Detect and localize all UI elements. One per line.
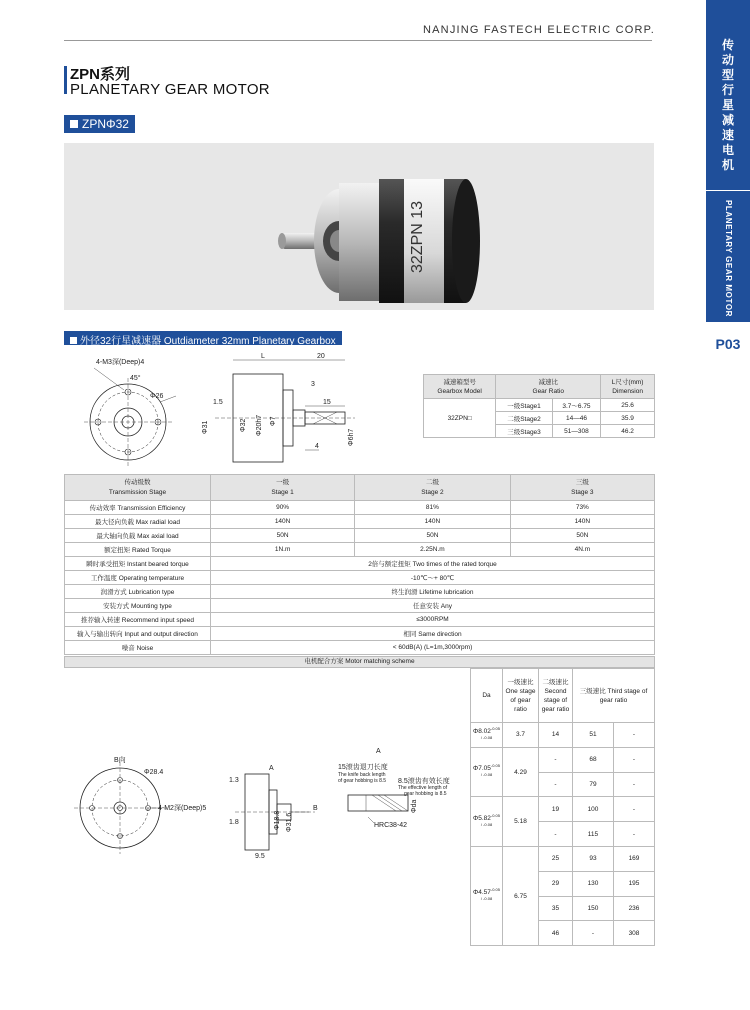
- section-title-bar: [64, 331, 342, 345]
- drawing1-label-d26: Φ26: [150, 393, 164, 400]
- drawing1-label-L: L: [261, 353, 265, 360]
- spec-value-cell: 50N: [510, 529, 654, 543]
- gearbox-model-cell: 32ZPN□: [424, 399, 496, 438]
- stage2-ratio-cell: -: [539, 772, 573, 797]
- stage3-ratio-cell: 93: [573, 846, 614, 871]
- stage2-ratio-cell: 29: [539, 871, 573, 896]
- gear-detail-view: [338, 745, 468, 835]
- drawing1-label-4: 4: [315, 443, 319, 450]
- stage3-ratio-cell: 195: [613, 871, 654, 896]
- table-row: [471, 723, 655, 748]
- dimension-cell: 35.9: [601, 412, 655, 425]
- drawing2-label-d28-4: Φ28.4: [144, 769, 164, 776]
- da-cell: $\Phi 5.82^{-0.05 / -0.08}$: [471, 797, 503, 847]
- drawing1-label-1-5: 1.5: [213, 399, 223, 406]
- da-cell: $\Phi 8.02^{-0.05 / -0.08}$: [471, 723, 503, 748]
- drawing1-label-d7: Φ7: [270, 416, 277, 426]
- stage2-ratio-cell: 35: [539, 896, 573, 921]
- motor-side-view: [225, 760, 325, 860]
- spec-value-cell: 50N: [211, 529, 355, 543]
- spec-value-cell: 相同 Same direction: [211, 627, 655, 641]
- spec-value-cell: 2倍与额定扭矩 Two times of the rated torque: [211, 557, 655, 571]
- drawing2-label-B-view: B向: [114, 757, 126, 764]
- ratio-cell: 51—308: [552, 425, 601, 438]
- spec-label-cell: 瞬时承受扭矩 Instant beared torque: [65, 557, 211, 571]
- table-row: [65, 529, 655, 543]
- drawing1-label-d6h7: Φ6h7: [348, 428, 355, 446]
- gearbox-side-view: [195, 350, 375, 472]
- stage3-ratio-cell: 68: [573, 747, 614, 772]
- table-row: [65, 627, 655, 641]
- spec-header-s3: 三级 Stage 3: [510, 475, 654, 501]
- table-row: [65, 501, 655, 515]
- stage-cell: 一级Stage1: [496, 399, 552, 412]
- table-row: [471, 747, 655, 772]
- stage2-ratio-cell: -: [539, 822, 573, 847]
- stage3-ratio-cell: 130: [573, 871, 614, 896]
- drawing1-label-d31: Φ31: [202, 420, 209, 434]
- stage-cell: 三级Stage3: [496, 425, 552, 438]
- ratio-header-stage1: 一级速比 One stage of gear ratio: [503, 669, 539, 723]
- drawing1-label-15: 15: [323, 399, 331, 406]
- page-number: P03: [715, 336, 741, 352]
- drawing2-label-A-mark: A: [269, 765, 274, 772]
- sidebar-tab: [706, 0, 750, 322]
- drawing1-label-angle: 45°: [130, 375, 141, 382]
- stage1-ratio-cell: 3.7: [503, 723, 539, 748]
- table-row: [65, 571, 655, 585]
- drawing2-label-A-detail: A: [376, 748, 381, 755]
- ratio-header-stage2: 二级速比 Second stage of gear ratio: [539, 669, 573, 723]
- spec-label-cell: 输入与输出转向 Input and output direction: [65, 627, 211, 641]
- drawing2-label-effective-en2: gear hobbing is 8.5: [404, 791, 447, 797]
- spec-header-s1: 一级 Stage 1: [211, 475, 355, 501]
- spec-value-cell: 73%: [510, 501, 654, 515]
- drawing2-label-holes: 4-M2深(Deep)5: [158, 805, 207, 812]
- series-title-en: PLANETARY GEAR MOTOR: [70, 81, 270, 98]
- stage3-ratio-cell: -: [613, 772, 654, 797]
- ratio-cell: 14—46: [552, 412, 601, 425]
- stage3-ratio-cell: -: [613, 797, 654, 822]
- stage3-ratio-cell: 79: [573, 772, 614, 797]
- table-row: [424, 399, 655, 412]
- table-row: [65, 613, 655, 627]
- dimension-cell: 25.6: [601, 399, 655, 412]
- drawing1-label-d32: Φ32: [240, 418, 247, 432]
- motor-front-view: [70, 752, 220, 862]
- stage3-ratio-cell: -: [573, 921, 614, 946]
- drawing2-label-effective-cn: 8.5滚齿有效长度: [398, 778, 450, 785]
- stage3-ratio-cell: 51: [573, 723, 614, 748]
- spec-label-cell: 润滑方式 Lubrication type: [65, 585, 211, 599]
- ratio-col-header: 减速比 Gear Ratio: [496, 375, 601, 399]
- stage3-ratio-cell: 169: [613, 846, 654, 871]
- drawing2-label-hardness: HRC38-42: [374, 822, 408, 829]
- spec-label-cell: 噪音 Noise: [65, 641, 211, 655]
- stage1-ratio-cell: 4.29: [503, 747, 539, 797]
- table-row: [65, 515, 655, 529]
- stage2-ratio-cell: -: [539, 747, 573, 772]
- drawing1-label-d20h7: Φ20h7: [256, 414, 263, 436]
- spec-label-cell: 安装方式 Mounting type: [65, 599, 211, 613]
- drawing2-label-1-3: 1.3: [229, 777, 239, 784]
- drawing1-label-20: 20: [317, 353, 325, 360]
- stage3-ratio-cell: 236: [613, 896, 654, 921]
- spec-label-cell: 推荐输入转速 Recommend input speed: [65, 613, 211, 627]
- drawing2-label-da: Φda: [411, 799, 418, 813]
- product-photo: [64, 143, 654, 310]
- stage2-ratio-cell: 25: [539, 846, 573, 871]
- drawing1-label-3: 3: [311, 381, 315, 388]
- table-row: [65, 599, 655, 613]
- sidebar-title-en: PLANETARY GEAR MOTOR: [724, 200, 733, 318]
- table-row: [471, 797, 655, 822]
- table-row: [65, 557, 655, 571]
- drawing2-label-d18-8: Φ18.8: [274, 810, 281, 830]
- title-accent: [64, 66, 67, 94]
- table-row: [65, 543, 655, 557]
- da-cell: $\Phi 7.05^{-0.05 / -0.08}$: [471, 747, 503, 797]
- stage3-ratio-cell: -: [613, 747, 654, 772]
- gearbox-model-table: [423, 374, 655, 438]
- model-label: ZPNΦ32: [82, 117, 129, 131]
- spec-value-cell: 140N: [510, 515, 654, 529]
- stage3-ratio-cell: 115: [573, 822, 614, 847]
- spec-label-cell: 额定扭矩 Rated Torque: [65, 543, 211, 557]
- company-name: NANJING FASTECH ELECTRIC CORP.: [423, 24, 655, 36]
- photo-label: 32ZPN 13: [409, 200, 426, 273]
- spec-value-cell: 50N: [355, 529, 511, 543]
- stage3-ratio-cell: 100: [573, 797, 614, 822]
- spec-value-cell: < 60dB(A) (L=1m,3000rpm): [211, 641, 655, 655]
- drawing2-label-B-mark: B: [313, 805, 318, 812]
- table-row: [65, 641, 655, 655]
- stage-cell: 二级Stage2: [496, 412, 552, 425]
- gear-ratio-table: [470, 668, 655, 946]
- spec-value-cell: ≤3000RPM: [211, 613, 655, 627]
- spec-value-cell: 1N.m: [211, 543, 355, 557]
- ratio-cell: 3.7～6.75: [552, 399, 601, 412]
- spec-value-cell: 终生润滑 Lifetime lubrication: [211, 585, 655, 599]
- table-row: [65, 585, 655, 599]
- spec-value-cell: 90%: [211, 501, 355, 515]
- spec-value-cell: 140N: [211, 515, 355, 529]
- stage3-ratio-cell: 150: [573, 896, 614, 921]
- spec-header-s2: 二级 Stage 2: [355, 475, 511, 501]
- ratio-header-stage3: 三级速比 Third stage of gear ratio: [573, 669, 655, 723]
- motor-matching-title: 电机配合方案 Motor matching scheme: [64, 656, 655, 668]
- spec-value-cell: -10℃～+ 80℃: [211, 571, 655, 585]
- spec-value-cell: 81%: [355, 501, 511, 515]
- gearbox-front-view: [64, 352, 214, 470]
- spec-label-cell: 传动效率 Transmission Efficiency: [65, 501, 211, 515]
- da-cell: $\Phi 4.57^{-0.05 / -0.08}$: [471, 846, 503, 945]
- sidebar-divider: [706, 190, 750, 191]
- drawing2-label-knife-cn: 15滚齿退刀长度: [338, 764, 388, 771]
- drawing2-label-d31-6: Φ31.6: [286, 812, 293, 832]
- stage3-ratio-cell: 308: [613, 921, 654, 946]
- table-row: [471, 846, 655, 871]
- ratio-header-da: Da: [471, 669, 503, 723]
- stage2-ratio-cell: 46: [539, 921, 573, 946]
- spec-value-cell: 2.25N.m: [355, 543, 511, 557]
- drawing1-label-holes: 4-M3深(Deep)4: [96, 359, 145, 366]
- spec-label-cell: 工作温度 Operating temperature: [65, 571, 211, 585]
- dimension-col-header: L尺寸(mm) Dimension: [601, 375, 655, 399]
- spec-label-cell: 最大径向负载 Max radial load: [65, 515, 211, 529]
- stage3-ratio-cell: -: [613, 723, 654, 748]
- spec-value-cell: 任意安装 Any: [211, 599, 655, 613]
- drawing2-label-1-8: 1.8: [229, 819, 239, 826]
- series-title-cn: ZPN系列: [70, 66, 131, 83]
- stage1-ratio-cell: 6.75: [503, 846, 539, 945]
- spec-value-cell: 140N: [355, 515, 511, 529]
- drawing2-label-9-5: 9.5: [255, 853, 265, 860]
- stage2-ratio-cell: 19: [539, 797, 573, 822]
- header-rule: [64, 40, 652, 41]
- drawing2-label-knife-en2: of gear hobbing is 8.5: [338, 778, 387, 784]
- stage3-ratio-cell: -: [613, 822, 654, 847]
- section-title: 外径32行星减速器 Outdiameter 32mm Planetary Gearbox: [80, 336, 336, 347]
- drawing2-label-effective-en1: The effective length of: [398, 785, 448, 791]
- model-label-box: [64, 115, 135, 133]
- stage2-ratio-cell: 14: [539, 723, 573, 748]
- spec-value-cell: 4N.m: [510, 543, 654, 557]
- spec-label-cell: 最大轴向负载 Max axial load: [65, 529, 211, 543]
- dimension-cell: 46.2: [601, 425, 655, 438]
- spec-header-stage: 传动级数 Transmission Stage: [65, 475, 211, 501]
- stage1-ratio-cell: 5.18: [503, 797, 539, 847]
- specification-table: [64, 474, 655, 655]
- drawing2-label-knife-en1: The knife back length: [338, 772, 386, 778]
- model-col-header: 减速箱型号 Gearbox Model: [424, 375, 496, 399]
- sidebar-title-cn: 传 动 型 行 星 减 速 电 机: [721, 38, 734, 172]
